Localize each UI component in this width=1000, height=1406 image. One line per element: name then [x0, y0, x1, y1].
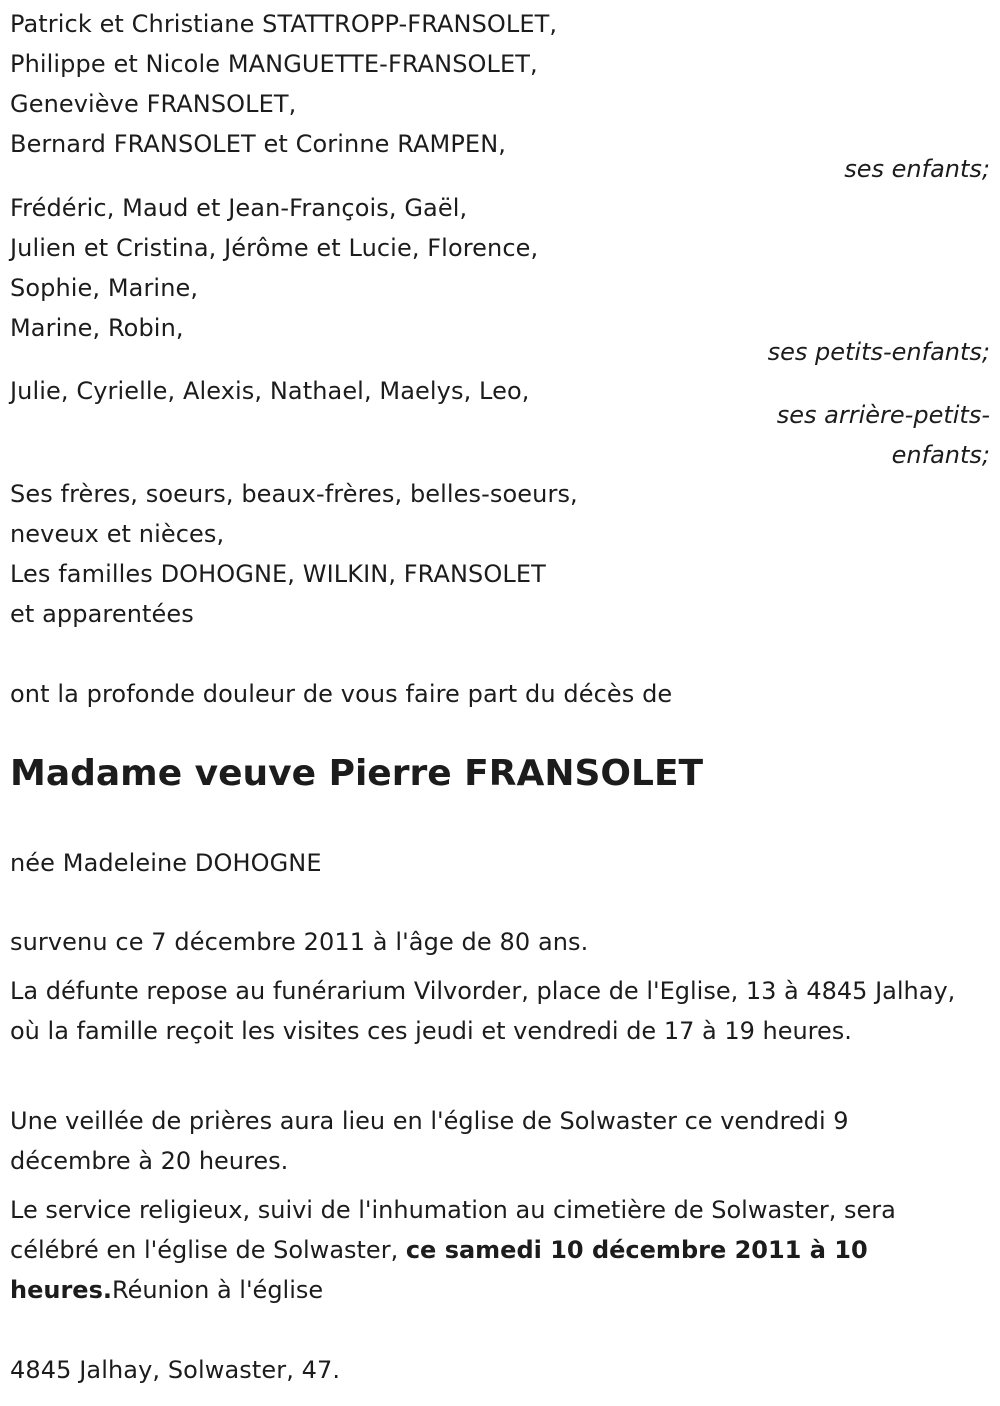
- maiden-name: née Madeleine DOHOGNE: [10, 849, 322, 877]
- family-line-4: et apparentées: [10, 600, 194, 628]
- service-paragraph: [10, 1190, 970, 1310]
- great-grandchild-line-1: Julie, Cyrielle, Alexis, Nathael, Maelys, Leo,: [10, 377, 530, 405]
- death-info: survenu ce 7 décembre 2011 à l'âge de 80 ans.: [10, 928, 589, 956]
- grandchild-line-1: Frédéric, Maud et Jean-François, Gaël,: [10, 194, 468, 222]
- child-line-3: Geneviève FRANSOLET,: [10, 90, 297, 118]
- announcement-text: ont la profonde douleur de vous faire part du décès de: [10, 680, 673, 708]
- vigil-paragraph: Une veillée de prières aura lieu en l'église de Solwaster ce vendredi 9 décembre à 20 heures.: [10, 1107, 849, 1175]
- grandchild-line-4: Marine, Robin,: [10, 314, 184, 342]
- deceased-name: Madame veuve Pierre FRANSOLET: [10, 753, 704, 794]
- children-role-label: ses enfants;: [844, 155, 990, 183]
- family-line-2: neveux et nièces,: [10, 520, 225, 548]
- grandchild-line-2: Julien et Cristina, Jérôme et Lucie, Florence,: [10, 234, 539, 262]
- grandchildren-role-label: ses petits-enfants;: [767, 338, 990, 366]
- child-line-1: Patrick et Christiane STATTROPP-FRANSOLET,: [10, 10, 558, 38]
- family-line-3: Les familles DOHOGNE, WILKIN, FRANSOLET: [10, 560, 546, 588]
- child-line-2: Philippe et Nicole MANGUETTE-FRANSOLET,: [10, 50, 538, 78]
- great-grandchildren-role-label-1: ses arrière-petits-: [776, 401, 990, 429]
- child-line-4: Bernard FRANSOLET et Corinne RAMPEN,: [10, 130, 506, 158]
- service-meeting: Réunion à l'église: [111, 1276, 324, 1304]
- great-grandchildren-role-label-2: enfants;: [891, 441, 990, 469]
- grandchild-line-3: Sophie, Marine,: [10, 274, 199, 302]
- family-line-1: Ses frères, soeurs, beaux-frères, belles-soeurs,: [10, 480, 578, 508]
- funeral-home-paragraph: La défunte repose au funérarium Vilvorder, place de l'Eglise, 13 à 4845 Jalhay, où la famille reçoit les visites ces jeudi et vendredi de 17 à 19 heures.: [10, 977, 956, 1045]
- service-date: ce samedi 10 décembre 2011 à 10 heures.: [10, 1236, 868, 1304]
- address: 4845 Jalhay, Solwaster, 47.: [10, 1356, 341, 1384]
- service-intro: Le service religieux, suivi de l'inhumation au cimetière de Solwaster, sera célébré en l'église de Solwaster,: [10, 1196, 896, 1264]
